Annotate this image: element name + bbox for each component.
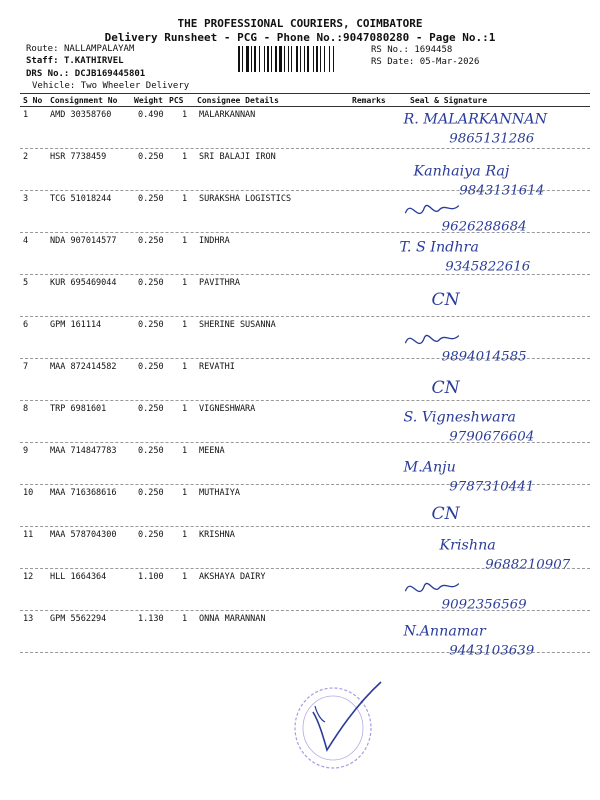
barcode-bar bbox=[246, 46, 249, 72]
row-consignment-number: GPM 161114 bbox=[50, 320, 102, 330]
drs-barcode bbox=[238, 46, 366, 72]
barcode-bar bbox=[288, 46, 289, 72]
handwritten-signature-icon bbox=[392, 406, 600, 448]
row-serial-number: 10 bbox=[23, 488, 34, 498]
barcode-bar bbox=[264, 46, 265, 72]
col-weight: Weight bbox=[134, 96, 163, 105]
barcode-bar bbox=[329, 46, 330, 72]
row-consignment-number: HLL 1664364 bbox=[50, 572, 107, 582]
table-top-rule bbox=[20, 93, 590, 94]
row-signature bbox=[392, 326, 600, 368]
signature-phone: 9787310441 bbox=[449, 479, 535, 495]
col-consignee: Consignee Details bbox=[197, 96, 279, 105]
handwritten-signature-icon bbox=[392, 620, 600, 662]
barcode-bar bbox=[320, 46, 321, 72]
row-weight: 0.250 bbox=[138, 530, 164, 540]
barcode-bar bbox=[291, 46, 292, 72]
barcode-bar bbox=[296, 46, 298, 72]
row-consignee-name: MALARKANNAN bbox=[199, 110, 256, 120]
rs-date-line bbox=[371, 57, 479, 67]
signature-name: S. Vigneshwara bbox=[403, 409, 516, 426]
row-weight: 0.250 bbox=[138, 194, 164, 204]
barcode-bar bbox=[251, 46, 252, 72]
row-serial-number: 6 bbox=[23, 320, 29, 330]
staff-label: Staff: bbox=[26, 56, 59, 66]
signature-scribble bbox=[405, 205, 458, 213]
row-consignee-name: MEENA bbox=[199, 446, 225, 456]
vehicle-label: Vehicle: bbox=[32, 81, 76, 91]
table-header-rule bbox=[20, 106, 590, 107]
row-pieces: 1 bbox=[182, 278, 188, 288]
signature-phone: 9092356569 bbox=[441, 597, 527, 613]
handwritten-signature-icon bbox=[428, 534, 600, 576]
rs-no-line bbox=[371, 45, 452, 55]
barcode-bar bbox=[304, 46, 305, 72]
route-value: NALLAMPALAYAM bbox=[63, 44, 135, 54]
signature-scribble bbox=[405, 583, 458, 591]
row-serial-number: 13 bbox=[23, 614, 34, 624]
barcode-bar bbox=[279, 46, 282, 72]
row-consignee-name: INDHRA bbox=[199, 236, 230, 246]
row-serial-number: 8 bbox=[23, 404, 29, 414]
row-consignment-number: AMD 30358760 bbox=[50, 110, 112, 120]
row-weight: 0.250 bbox=[138, 320, 164, 330]
row-pieces: 1 bbox=[182, 110, 188, 120]
row-consignee-name: MUTHAIYA bbox=[199, 488, 240, 498]
row-weight: 1.130 bbox=[138, 614, 164, 624]
row-consignment-number: TCG 51018244 bbox=[50, 194, 112, 204]
row-pieces: 1 bbox=[182, 236, 188, 246]
signature-phone: 9894014585 bbox=[441, 349, 527, 365]
barcode-bar bbox=[259, 46, 260, 72]
row-consignee-name: ONNA MARANNAN bbox=[199, 614, 266, 624]
barcode-bar bbox=[284, 46, 285, 72]
route-label: Route: bbox=[26, 44, 59, 54]
row-serial-number: 3 bbox=[23, 194, 29, 204]
row-signature bbox=[392, 456, 600, 498]
handwritten-signature-icon bbox=[388, 236, 598, 278]
row-pieces: 1 bbox=[182, 530, 188, 540]
row-weight: 0.250 bbox=[138, 446, 164, 456]
signature-phone: 9790676604 bbox=[449, 429, 535, 445]
row-signature bbox=[392, 620, 600, 662]
row-consignment-number: MAA 716368616 bbox=[50, 488, 117, 498]
handwritten-signature-icon bbox=[392, 574, 600, 616]
row-consignment-number: KUR 695469044 bbox=[50, 278, 117, 288]
signature-phone: 9688210907 bbox=[485, 557, 571, 573]
row-consignment-number: HSR 7738459 bbox=[50, 152, 107, 162]
signature-phone: 9443103639 bbox=[449, 643, 535, 659]
row-consignee-name: SRI BALAJI IRON bbox=[199, 152, 276, 162]
row-serial-number: 7 bbox=[23, 362, 29, 372]
row-consignee-name: VIGNESHWARA bbox=[199, 404, 256, 414]
row-pieces: 1 bbox=[182, 404, 188, 414]
company-title: THE PROFESSIONAL COURIERS, COIMBATORE bbox=[177, 17, 423, 30]
signature-phone: 9865131286 bbox=[449, 131, 535, 147]
row-pieces: 1 bbox=[182, 320, 188, 330]
signature-name: CN bbox=[431, 378, 460, 398]
row-consignee-name: SURAKSHA LOGISTICS bbox=[199, 194, 292, 204]
row-weight: 0.250 bbox=[138, 152, 164, 162]
row-consignee-name: SHERINE SUSANNA bbox=[199, 320, 276, 330]
rs-date-value: 05-Mar-2026 bbox=[419, 57, 480, 67]
signature-name: CN bbox=[431, 290, 460, 310]
row-consignee-name: PAVITHRA bbox=[199, 278, 240, 288]
route-line bbox=[26, 44, 134, 54]
signature-name: M.Anju bbox=[403, 459, 456, 476]
drs-label: DRS No.: bbox=[26, 69, 70, 79]
row-serial-number: 4 bbox=[23, 236, 29, 246]
row-consignment-number: TRP 6981601 bbox=[50, 404, 107, 414]
row-serial-number: 9 bbox=[23, 446, 29, 456]
barcode-bar bbox=[333, 46, 334, 72]
row-signature bbox=[388, 236, 598, 278]
row-serial-number: 5 bbox=[23, 278, 29, 288]
row-weight: 1.100 bbox=[138, 572, 164, 582]
barcode-bar bbox=[242, 46, 243, 72]
staff-value: T.KATHIRVEL bbox=[63, 56, 124, 66]
vehicle-line bbox=[32, 81, 189, 91]
row-pieces: 1 bbox=[182, 614, 188, 624]
row-weight: 0.250 bbox=[138, 488, 164, 498]
row-pieces: 1 bbox=[182, 446, 188, 456]
signature-phone: 9626288684 bbox=[441, 219, 527, 235]
barcode-bar bbox=[254, 46, 256, 72]
row-pieces: 1 bbox=[182, 152, 188, 162]
row-serial-number: 1 bbox=[23, 110, 29, 120]
row-signature bbox=[420, 284, 600, 326]
row-consignment-number: MAA 714847783 bbox=[50, 446, 117, 456]
row-weight: 0.250 bbox=[138, 404, 164, 414]
row-signature bbox=[392, 406, 600, 448]
col-remarks: Remarks bbox=[352, 96, 386, 105]
signature-name: Krishna bbox=[439, 537, 496, 554]
barcode-bar bbox=[313, 46, 314, 72]
barcode-bar bbox=[316, 46, 318, 72]
row-serial-number: 11 bbox=[23, 530, 34, 540]
row-consignment-number: NDA 907014577 bbox=[50, 236, 117, 246]
handwritten-signature-icon bbox=[392, 456, 600, 498]
row-signature bbox=[392, 108, 600, 150]
runsheet-subtitle: Delivery Runsheet - PCG - Phone No.:9047080280 - Page No.:1 bbox=[104, 31, 496, 44]
handwritten-signature-icon bbox=[392, 108, 600, 150]
tick-stamp-icon bbox=[285, 676, 385, 776]
vehicle-value: Two Wheeler Delivery bbox=[80, 81, 190, 91]
row-consignment-number: MAA 578704300 bbox=[50, 530, 117, 540]
signature-name: CN bbox=[431, 504, 460, 524]
signature-phone: 9843131614 bbox=[459, 183, 545, 199]
row-serial-number: 12 bbox=[23, 572, 34, 582]
drs-line bbox=[26, 69, 145, 79]
signature-name: T. S Indhra bbox=[399, 239, 479, 256]
row-pieces: 1 bbox=[182, 194, 188, 204]
row-pieces: 1 bbox=[182, 362, 188, 372]
col-sno: S No bbox=[23, 96, 43, 105]
row-signature bbox=[392, 574, 600, 616]
row-consignment-number: MAA 872414582 bbox=[50, 362, 117, 372]
col-pcs: PCS bbox=[169, 96, 184, 105]
row-consignee-name: KRISHNA bbox=[199, 530, 235, 540]
row-signature bbox=[428, 534, 600, 576]
delivery-stamp bbox=[285, 676, 385, 776]
barcode-bar bbox=[267, 46, 269, 72]
rs-no-value: 1694458 bbox=[414, 45, 453, 55]
row-weight: 0.250 bbox=[138, 236, 164, 246]
rs-no-label: RS No.: bbox=[371, 45, 409, 55]
row-pieces: 1 bbox=[182, 572, 188, 582]
row-signature bbox=[392, 196, 600, 238]
barcode-bar bbox=[275, 46, 277, 72]
rs-date-label: RS Date: bbox=[371, 57, 415, 67]
signature-name: N.Annamar bbox=[403, 623, 486, 640]
col-consignment: Consignment No bbox=[50, 96, 118, 105]
barcode-icon bbox=[238, 46, 366, 72]
drs-value: DCJB169445801 bbox=[74, 69, 146, 79]
row-serial-number: 2 bbox=[23, 152, 29, 162]
barcode-bar bbox=[300, 46, 301, 72]
row-weight: 0.250 bbox=[138, 278, 164, 288]
handwritten-signature-icon bbox=[392, 326, 600, 368]
handwritten-signature-icon bbox=[420, 284, 600, 326]
row-weight: 0.490 bbox=[138, 110, 164, 120]
barcode-bar bbox=[307, 46, 309, 72]
row-weight: 0.250 bbox=[138, 362, 164, 372]
signature-name: R. MALARKANNAN bbox=[403, 111, 548, 128]
row-pieces: 1 bbox=[182, 488, 188, 498]
signature-phone: 9345822616 bbox=[445, 259, 531, 275]
col-seal-signature: Seal & Signature bbox=[410, 96, 488, 105]
handwritten-signature-icon bbox=[392, 196, 600, 238]
row-consignment-number: GPM 5562294 bbox=[50, 614, 107, 624]
row-consignee-name: REVATHI bbox=[199, 362, 235, 372]
barcode-bar bbox=[238, 46, 240, 72]
barcode-bar bbox=[271, 46, 272, 72]
signature-scribble bbox=[405, 335, 458, 343]
barcode-bar bbox=[324, 46, 325, 72]
row-consignee-name: AKSHAYA DAIRY bbox=[199, 572, 266, 582]
staff-line bbox=[26, 56, 124, 66]
signature-name: Kanhaiya Raj bbox=[413, 163, 510, 180]
